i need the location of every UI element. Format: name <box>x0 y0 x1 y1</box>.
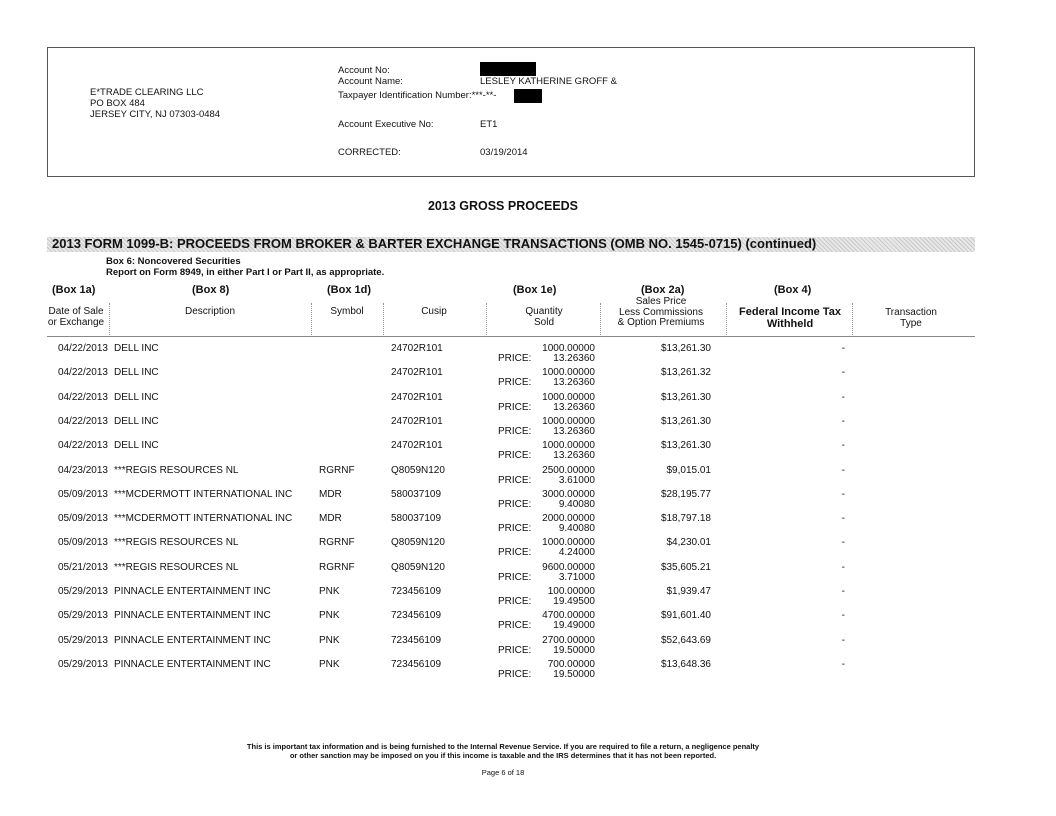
price-value: 13.26360 <box>553 377 595 389</box>
sales-price: $91,601.40 <box>660 610 711 622</box>
sale-date: 04/22/2013 <box>57 440 108 452</box>
price-line <box>498 596 595 607</box>
symbol: MDR <box>319 513 342 525</box>
cusip: 723456109 <box>391 610 442 622</box>
issuer-name: E*TRADE CLEARING LLC <box>90 87 204 98</box>
price-label: PRICE: <box>498 425 532 437</box>
table-row <box>0 463 1056 487</box>
account-name-label: Account Name: <box>338 76 403 87</box>
table-row <box>0 633 1056 657</box>
price-line <box>498 499 595 510</box>
sales-price: $13,261.30 <box>660 440 711 452</box>
box-8-label: (Box 8) <box>192 284 230 296</box>
sales-price: $13,261.32 <box>660 367 711 379</box>
sales-price: $28,195.77 <box>660 488 711 500</box>
security-description: DELL INC <box>114 440 159 452</box>
col-divider <box>852 303 853 335</box>
security-description: DELL INC <box>114 391 159 403</box>
cusip: 580037109 <box>391 513 442 525</box>
price-value: 4.24000 <box>558 547 595 559</box>
cusip: 723456109 <box>391 658 442 670</box>
security-description: ***REGIS RESOURCES NL <box>114 537 239 549</box>
symbol: RGRNF <box>319 561 355 573</box>
col-transaction-type: Transaction Type <box>885 307 937 329</box>
federal-tax-withheld: - <box>841 367 845 379</box>
price-line <box>498 547 595 558</box>
sale-date: 05/09/2013 <box>57 513 108 525</box>
quantity-sold: 4700.00000 <box>542 610 595 622</box>
corrected-date: 03/19/2014 <box>480 147 528 158</box>
symbol: PNK <box>319 586 340 597</box>
sales-price: $1,939.47 <box>666 586 711 597</box>
tin-row <box>338 90 496 101</box>
table-row <box>0 657 1056 681</box>
col-divider <box>109 303 110 335</box>
table-row <box>0 438 1056 462</box>
security-description: PINNACLE ENTERTAINMENT INC <box>114 586 271 597</box>
security-description: ***REGIS RESOURCES NL <box>114 464 239 476</box>
irs-notice-line1: This is important tax information and is being furnished to the Internal Revenue Service. If you are required to file a return, a negligence penalty <box>246 742 760 751</box>
cusip: Q8059N120 <box>391 464 445 476</box>
price-value: 13.26360 <box>553 450 595 462</box>
price-line <box>498 475 595 486</box>
price-label: PRICE: <box>498 547 532 559</box>
price-line <box>498 523 595 534</box>
box-4-label: (Box 4) <box>774 284 812 296</box>
account-no-label: Account No: <box>338 65 390 76</box>
sale-date: 05/09/2013 <box>57 537 108 549</box>
price-label: PRICE: <box>498 450 532 462</box>
redacted-account-number <box>480 62 536 76</box>
federal-tax-withheld: - <box>841 634 845 646</box>
corrected-label: CORRECTED: <box>338 147 401 158</box>
table-row <box>0 608 1056 632</box>
security-description: DELL INC <box>114 367 159 379</box>
tin-label: Taxpayer Identification Number: <box>338 90 472 101</box>
account-exec-value: ET1 <box>480 119 498 130</box>
quantity-sold: 1000.00000 <box>542 537 595 549</box>
price-value: 19.49500 <box>553 596 595 607</box>
price-line <box>498 377 595 388</box>
federal-tax-withheld: - <box>841 610 845 622</box>
price-value: 13.26360 <box>553 425 595 437</box>
tin-value: ***-**- <box>471 90 497 101</box>
security-description: PINNACLE ENTERTAINMENT INC <box>114 634 271 646</box>
issuer-address-line1: PO BOX 484 <box>90 98 145 109</box>
price-label: PRICE: <box>498 377 532 389</box>
sales-price: $13,261.30 <box>660 415 711 427</box>
gross-proceeds-title: 2013 GROSS PROCEEDS <box>427 199 579 213</box>
price-label: PRICE: <box>498 596 532 607</box>
col-federal-tax: Federal Income Tax Withheld <box>739 306 841 330</box>
table-row <box>0 365 1056 389</box>
sale-date: 05/09/2013 <box>57 488 108 500</box>
col-divider <box>726 303 727 335</box>
price-value: 19.49000 <box>553 620 595 632</box>
col-date: Date of Sale or Exchange <box>47 306 105 328</box>
irs-notice <box>0 742 1006 760</box>
cusip: 24702R101 <box>391 343 443 354</box>
sale-date: 04/22/2013 <box>57 391 108 403</box>
price-label: PRICE: <box>498 571 532 583</box>
table-row <box>0 390 1056 414</box>
col-divider <box>486 303 487 335</box>
cusip: 24702R101 <box>391 367 443 379</box>
price-line <box>498 450 595 461</box>
federal-tax-withheld: - <box>841 488 845 500</box>
quantity-sold: 1000.00000 <box>542 367 595 379</box>
cusip: 723456109 <box>391 634 442 646</box>
sale-date: 05/29/2013 <box>57 586 108 597</box>
box-1a-label: (Box 1a) <box>52 284 96 296</box>
quantity-sold: 1000.00000 <box>542 343 595 354</box>
symbol: RGRNF <box>319 464 355 476</box>
account-name-value: LESLEY KATHERINE GROFF & <box>480 76 617 87</box>
price-value: 13.26360 <box>553 353 595 364</box>
table-row <box>0 414 1056 438</box>
price-line <box>498 572 595 583</box>
federal-tax-withheld: - <box>841 343 845 354</box>
symbol: PNK <box>319 658 340 670</box>
security-description: ***MCDERMOTT INTERNATIONAL INC <box>114 513 293 525</box>
col-cusip: Cusip <box>421 306 447 317</box>
federal-tax-withheld: - <box>841 464 845 476</box>
sales-price: $13,261.30 <box>660 391 711 403</box>
account-exec-label: Account Executive No: <box>338 119 434 130</box>
price-label: PRICE: <box>498 668 532 680</box>
cusip: 24702R101 <box>391 391 443 403</box>
symbol: PNK <box>319 634 340 646</box>
security-description: DELL INC <box>114 415 159 427</box>
quantity-sold: 2500.00000 <box>542 464 595 476</box>
table-row <box>0 560 1056 584</box>
symbol: RGRNF <box>319 537 355 549</box>
quantity-sold: 1000.00000 <box>542 415 595 427</box>
security-description: DELL INC <box>114 343 159 354</box>
sale-date: 04/22/2013 <box>57 367 108 379</box>
sales-price: $9,015.01 <box>666 464 711 476</box>
col-description: Description <box>184 306 236 317</box>
quantity-sold: 1000.00000 <box>542 391 595 403</box>
price-line <box>498 669 595 680</box>
box6-line1: Box 6: Noncovered Securities <box>106 256 241 267</box>
sales-price: $13,261.30 <box>660 343 711 354</box>
box-2a-label: (Box 2a) <box>641 284 685 296</box>
price-line <box>498 620 595 631</box>
col-symbol: Symbol <box>330 306 364 317</box>
cusip: 723456109 <box>391 586 442 597</box>
price-value: 19.50000 <box>553 644 595 656</box>
quantity-sold: 3000.00000 <box>542 488 595 500</box>
form-title: 2013 FORM 1099-B: PROCEEDS FROM BROKER & BARTER EXCHANGE TRANSACTIONS (OMB NO. 1545-0715) (continued) <box>52 236 817 251</box>
quantity-sold: 1000.00000 <box>542 440 595 452</box>
price-label: PRICE: <box>498 644 532 656</box>
price-value: 3.71000 <box>558 571 595 583</box>
cusip: Q8059N120 <box>391 537 445 549</box>
federal-tax-withheld: - <box>841 561 845 573</box>
federal-tax-withheld: - <box>841 537 845 549</box>
sale-date: 04/23/2013 <box>57 464 108 476</box>
security-description: PINNACLE ENTERTAINMENT INC <box>114 658 271 670</box>
price-line <box>498 402 595 413</box>
price-value: 3.61000 <box>558 474 595 486</box>
price-label: PRICE: <box>498 401 532 413</box>
federal-tax-withheld: - <box>841 658 845 670</box>
issuer-address-line2: JERSEY CITY, NJ 07303-0484 <box>90 109 221 120</box>
quantity-sold: 700.00000 <box>547 658 595 670</box>
sales-price: $13,648.36 <box>660 658 711 670</box>
federal-tax-withheld: - <box>841 586 845 597</box>
table-row <box>0 584 1056 608</box>
security-description: ***REGIS RESOURCES NL <box>114 561 239 573</box>
table-row <box>0 511 1056 535</box>
box6-line2: Report on Form 8949, in either Part I or Part II, as appropriate. <box>106 267 385 278</box>
table-row <box>0 535 1056 559</box>
cusip: Q8059N120 <box>391 561 445 573</box>
price-value: 19.50000 <box>553 668 595 680</box>
security-description: ***MCDERMOTT INTERNATIONAL INC <box>114 488 293 500</box>
federal-tax-withheld: - <box>841 415 845 427</box>
sales-price: $4,230.01 <box>666 537 711 549</box>
security-description: PINNACLE ENTERTAINMENT INC <box>114 610 271 622</box>
irs-notice-line2: or other sanction may be imposed on you if this income is taxable and the IRS determines that it has not been reported. <box>289 751 717 760</box>
sale-date: 05/21/2013 <box>57 561 108 573</box>
price-label: PRICE: <box>498 498 532 510</box>
table-row <box>0 487 1056 511</box>
price-line <box>498 353 595 364</box>
cusip: 24702R101 <box>391 440 443 452</box>
price-label: PRICE: <box>498 523 532 535</box>
quantity-sold: 9600.00000 <box>542 561 595 573</box>
col-quantity: Quantity Sold <box>525 306 563 328</box>
box-1e-label: (Box 1e) <box>513 284 557 296</box>
price-value: 9.40080 <box>558 523 595 535</box>
redacted-tin <box>514 89 542 103</box>
federal-tax-withheld: - <box>841 513 845 525</box>
page-number: Page 6 of 18 <box>481 768 525 777</box>
symbol: MDR <box>319 488 342 500</box>
symbol: PNK <box>319 610 340 622</box>
sale-date: 05/29/2013 <box>57 634 108 646</box>
sales-price: $35,605.21 <box>660 561 711 573</box>
quantity-sold: 100.00000 <box>547 586 595 597</box>
federal-tax-withheld: - <box>841 391 845 403</box>
quantity-sold: 2700.00000 <box>542 634 595 646</box>
price-value: 13.26360 <box>553 401 595 413</box>
sale-date: 05/29/2013 <box>57 658 108 670</box>
col-divider <box>600 303 601 335</box>
col-sales-price: Sales Price Less Commissions & Option Premiums <box>617 296 705 328</box>
sales-price: $18,797.18 <box>660 513 711 525</box>
sale-date: 05/29/2013 <box>57 610 108 622</box>
box-1d-label: (Box 1d) <box>327 284 371 296</box>
sales-price: $52,643.69 <box>660 634 711 646</box>
price-line <box>498 645 595 656</box>
federal-tax-withheld: - <box>841 440 845 452</box>
sale-date: 04/22/2013 <box>57 343 108 354</box>
table-row <box>0 341 1056 365</box>
col-divider <box>311 303 312 335</box>
price-line <box>498 426 595 437</box>
box6-note <box>106 256 384 278</box>
price-label: PRICE: <box>498 620 532 632</box>
col-divider <box>383 303 384 335</box>
price-label: PRICE: <box>498 353 532 364</box>
cusip: 24702R101 <box>391 415 443 427</box>
header-rule <box>47 336 975 337</box>
quantity-sold: 2000.00000 <box>542 513 595 525</box>
cusip: 580037109 <box>391 488 442 500</box>
sale-date: 04/22/2013 <box>57 415 108 427</box>
price-value: 9.40080 <box>558 498 595 510</box>
price-label: PRICE: <box>498 474 532 486</box>
issuer-address <box>90 87 220 120</box>
